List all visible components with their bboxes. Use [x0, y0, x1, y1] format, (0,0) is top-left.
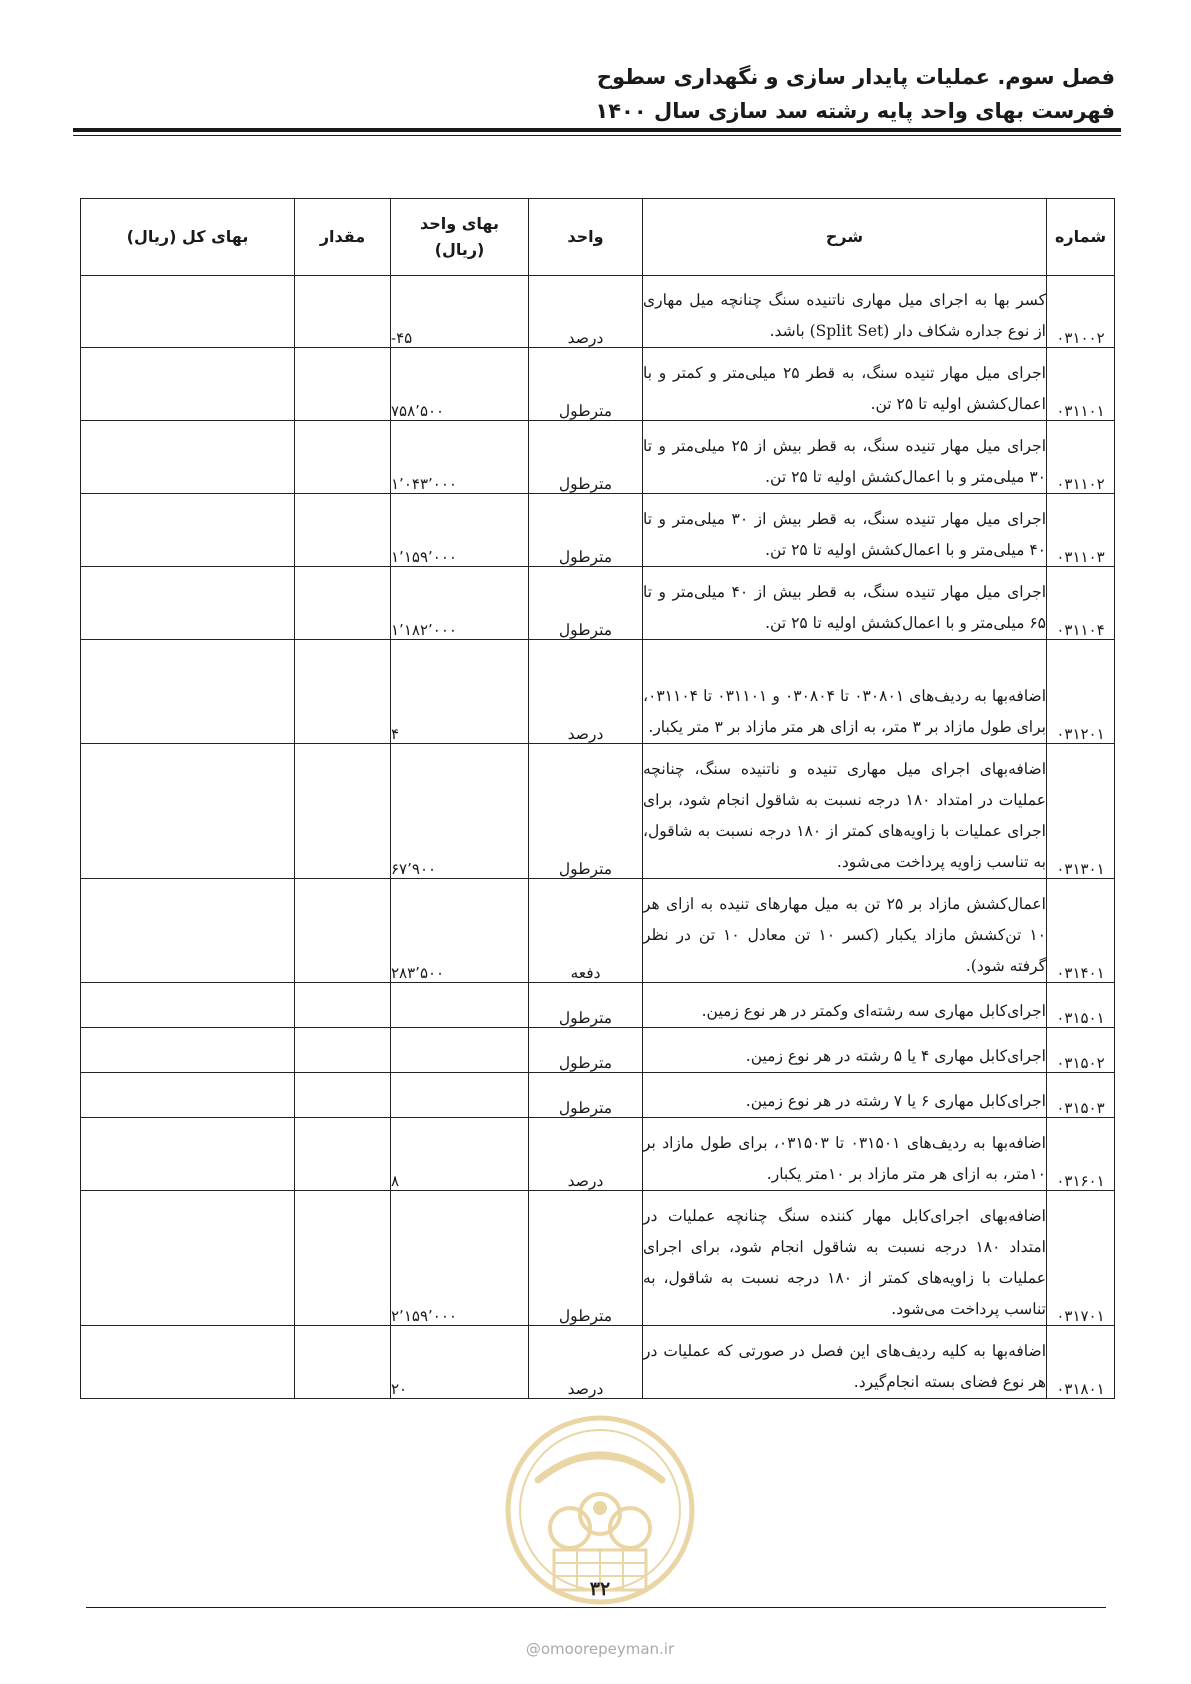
row-unit-price: ۱٬۰۴۳٬۰۰۰ — [391, 421, 529, 494]
row-description: اجرای‌کابل مهاری سه رشته‌ای و‌کمتر در هر نوع زمین. — [643, 983, 1047, 1028]
row-code: ۰۳۱۲۰۱ — [1047, 640, 1115, 744]
row-quantity — [295, 348, 391, 421]
row-total-price — [81, 879, 295, 983]
row-quantity — [295, 276, 391, 348]
unit-price-header-line1: بهای واحد — [419, 214, 499, 233]
header-rule-thick — [73, 128, 1121, 132]
column-header-unit-price — [391, 199, 529, 276]
row-description: اجرای میل مهار تنیده سنگ، به قطر ۲۵ میلی‌متر و کمتر و با اعمال‌کشش اولیه تا ۲۵ تن. — [643, 348, 1047, 421]
row-unit: مترطول — [529, 567, 643, 640]
unit-price-table — [80, 198, 1115, 1399]
row-quantity — [295, 494, 391, 567]
row-unit: مترطول — [529, 421, 643, 494]
row-unit-price — [391, 1028, 529, 1073]
row-quantity — [295, 1191, 391, 1326]
row-code: ۰۳۱۱۰۳ — [1047, 494, 1115, 567]
row-unit: درصد — [529, 276, 643, 348]
row-unit: مترطول — [529, 1073, 643, 1118]
row-description: اجرای‌کابل مهاری ۴ یا ۵ رشته در هر نوع زمین. — [643, 1028, 1047, 1073]
row-unit: مترطول — [529, 983, 643, 1028]
row-description: اجرای‌کابل مهاری ۶ یا ۷ رشته در هر نوع زمین. — [643, 1073, 1047, 1118]
column-header-unit: واحد — [529, 199, 643, 276]
row-total-price — [81, 640, 295, 744]
row-code: ۰۳۱۴۰۱ — [1047, 879, 1115, 983]
price-list-title: فهرست بهای واحد پایه رشته سد سازی سال ۱۴۰۰ — [595, 99, 1115, 123]
row-code: ۰۳۱۷۰۱ — [1047, 1191, 1115, 1326]
column-header-quantity: مقدار — [295, 199, 391, 276]
table-row — [81, 1118, 1115, 1191]
row-total-price — [81, 567, 295, 640]
row-description: اجرای میل مهار تنیده سنگ، به قطر بیش از ۳۰ میلی‌متر و تا ۴۰ میلی‌متر و با اعمال‌کشش اولیه تا ۲۵ تن. — [643, 494, 1047, 567]
table-row — [81, 1028, 1115, 1073]
row-description: اضافه‌بهای اجرای میل مهاری تنیده و ناتنیده سنگ، چنانچه عملیات در امتداد ۱۸۰ درجه نسبت به شاقول انجام شود، برای اجرای عملیات با زاویه‌های کمتر از ۱۸۰ درجه نسبت به شاقول، به تناسب زاویه پرداخت می‌شود. — [643, 744, 1047, 879]
column-header-code: شماره — [1047, 199, 1115, 276]
table-row — [81, 879, 1115, 983]
row-unit-price: ۷۵۸٬۵۰۰ — [391, 348, 529, 421]
row-total-price — [81, 1191, 295, 1326]
row-unit: دفعه — [529, 879, 643, 983]
row-unit-price: ۶۷٬۹۰۰ — [391, 744, 529, 879]
row-total-price — [81, 276, 295, 348]
row-quantity — [295, 1028, 391, 1073]
row-unit-price: ۴ — [391, 640, 529, 744]
page-header — [595, 60, 1115, 128]
row-total-price — [81, 1028, 295, 1073]
row-total-price — [81, 983, 295, 1028]
row-description: اجرای میل مهار تنیده سنگ، به قطر بیش از ۴۰ میلی‌متر و تا ۶۵ میلی‌متر و با اعمال‌کشش اولیه تا ۲۵ تن. — [643, 567, 1047, 640]
row-total-price — [81, 421, 295, 494]
row-quantity — [295, 1326, 391, 1399]
table-row — [81, 983, 1115, 1028]
unit-price-header-line2: (ریال) — [434, 240, 485, 259]
row-unit-price — [391, 1073, 529, 1118]
header-rule-thin — [73, 135, 1121, 136]
row-unit-price: -۴۵ — [391, 276, 529, 348]
row-quantity — [295, 640, 391, 744]
row-description: اعمال‌کشش مازاد بر ۲۵ تن به میل مهارهای تنیده به ازای هر ۱۰ تن‌کشش مازاد یکبار (کسر ۱۰ تن معادل ۱۰ تن در نظر گرفته شود). — [643, 879, 1047, 983]
table-row — [81, 640, 1115, 744]
column-header-description: شرح — [643, 199, 1047, 276]
row-quantity — [295, 1073, 391, 1118]
row-quantity — [295, 744, 391, 879]
row-description: کسر بها به اجرای میل مهاری ناتنیده سنگ چنانچه میل مهاری از نوع جداره شکاف دار (Split Set) باشد. — [643, 276, 1047, 348]
table-row — [81, 276, 1115, 348]
row-description: اجرای میل مهار تنیده سنگ، به قطر بیش از ۲۵ میلی‌متر و تا ۳۰ میلی‌متر و با اعمال‌کشش اولیه تا ۲۵ تن. — [643, 421, 1047, 494]
row-code: ۰۳۱۵۰۱ — [1047, 983, 1115, 1028]
table-row — [81, 744, 1115, 879]
row-unit-price: ۲٬۱۵۹٬۰۰۰ — [391, 1191, 529, 1326]
table-row — [81, 1326, 1115, 1399]
row-quantity — [295, 421, 391, 494]
row-unit: مترطول — [529, 1028, 643, 1073]
row-code: ۰۳۱۳۰۱ — [1047, 744, 1115, 879]
table-header-row — [81, 199, 1115, 276]
row-unit: درصد — [529, 1118, 643, 1191]
table-row — [81, 348, 1115, 421]
row-code: ۰۳۱۵۰۳ — [1047, 1073, 1115, 1118]
row-unit-price — [391, 983, 529, 1028]
row-quantity — [295, 879, 391, 983]
row-total-price — [81, 1118, 295, 1191]
row-unit-price: ۸ — [391, 1118, 529, 1191]
row-unit-price: ۱٬۱۵۹٬۰۰۰ — [391, 494, 529, 567]
row-unit-price: ۲۰ — [391, 1326, 529, 1399]
row-description: اضافه‌بها به کلیه ردیف‌های این فصل در صورتی که عملیات در هر نوع فضای بسته انجام‌گیرد. — [643, 1326, 1047, 1399]
table-row — [81, 1073, 1115, 1118]
row-total-price — [81, 348, 295, 421]
table-row — [81, 567, 1115, 640]
row-unit: مترطول — [529, 744, 643, 879]
row-unit: مترطول — [529, 494, 643, 567]
row-unit-price: ۱٬۱۸۲٬۰۰۰ — [391, 567, 529, 640]
row-total-price — [81, 1326, 295, 1399]
row-unit: درصد — [529, 640, 643, 744]
row-code: ۰۳۱۱۰۱ — [1047, 348, 1115, 421]
table-row — [81, 494, 1115, 567]
row-quantity — [295, 1118, 391, 1191]
row-description: اضافه‌بها به ردیف‌های ۰۳۱۵۰۱ تا ۰۳۱۵۰۳، برای طول مازاد بر ۱۰متر، به ازای هر متر مازاد بر ۱۰متر یکبار. — [643, 1118, 1047, 1191]
row-code: ۰۳۱۱۰۲ — [1047, 421, 1115, 494]
row-code: ۰۳۱۱۰۴ — [1047, 567, 1115, 640]
row-description: اضافه‌بها به ردیف‌های ۰۳۰۸۰۱ تا ۰۳۰۸۰۴ و ۰۳۱۱۰۱ تا ۰۳۱۱۰۴، برای طول مازاد بر ۳ متر، به ازای هر متر مازاد بر ۳ متر یکبار. — [643, 640, 1047, 744]
row-unit: مترطول — [529, 348, 643, 421]
row-description: اضافه‌بهای اجرای‌کابل مهار کننده سنگ چنانچه عملیات در امتداد ۱۸۰ درجه نسبت به شاقول انجام شود، برای اجرای عملیات با زاویه‌های کمتر از ۱۸۰ درجه نسبت به شاقول، به تناسب پرداخت می‌شود. — [643, 1191, 1047, 1326]
page-number: ۳۲ — [589, 1578, 611, 1600]
row-unit-price: ۲۸۳٬۵۰۰ — [391, 879, 529, 983]
footer-rule — [86, 1607, 1106, 1608]
row-code: ۰۳۱۰۰۲ — [1047, 276, 1115, 348]
chapter-title: فصل سوم. عملیات پایدار سازی و نگهداری سطوح — [596, 65, 1115, 89]
row-unit: مترطول — [529, 1191, 643, 1326]
row-quantity — [295, 983, 391, 1028]
table-row — [81, 1191, 1115, 1326]
row-total-price — [81, 494, 295, 567]
row-code: ۰۳۱۸۰۱ — [1047, 1326, 1115, 1399]
row-quantity — [295, 567, 391, 640]
row-code: ۰۳۱۶۰۱ — [1047, 1118, 1115, 1191]
column-header-total-price: بهای کل (ریال) — [81, 199, 295, 276]
table-row — [81, 421, 1115, 494]
row-code: ۰۳۱۵۰۲ — [1047, 1028, 1115, 1073]
row-total-price — [81, 1073, 295, 1118]
row-total-price — [81, 744, 295, 879]
row-unit: درصد — [529, 1326, 643, 1399]
omoorepeyman-stamp-watermark — [498, 1410, 702, 1634]
watermark-site-url: @omoorepeyman.ir — [525, 1640, 675, 1658]
